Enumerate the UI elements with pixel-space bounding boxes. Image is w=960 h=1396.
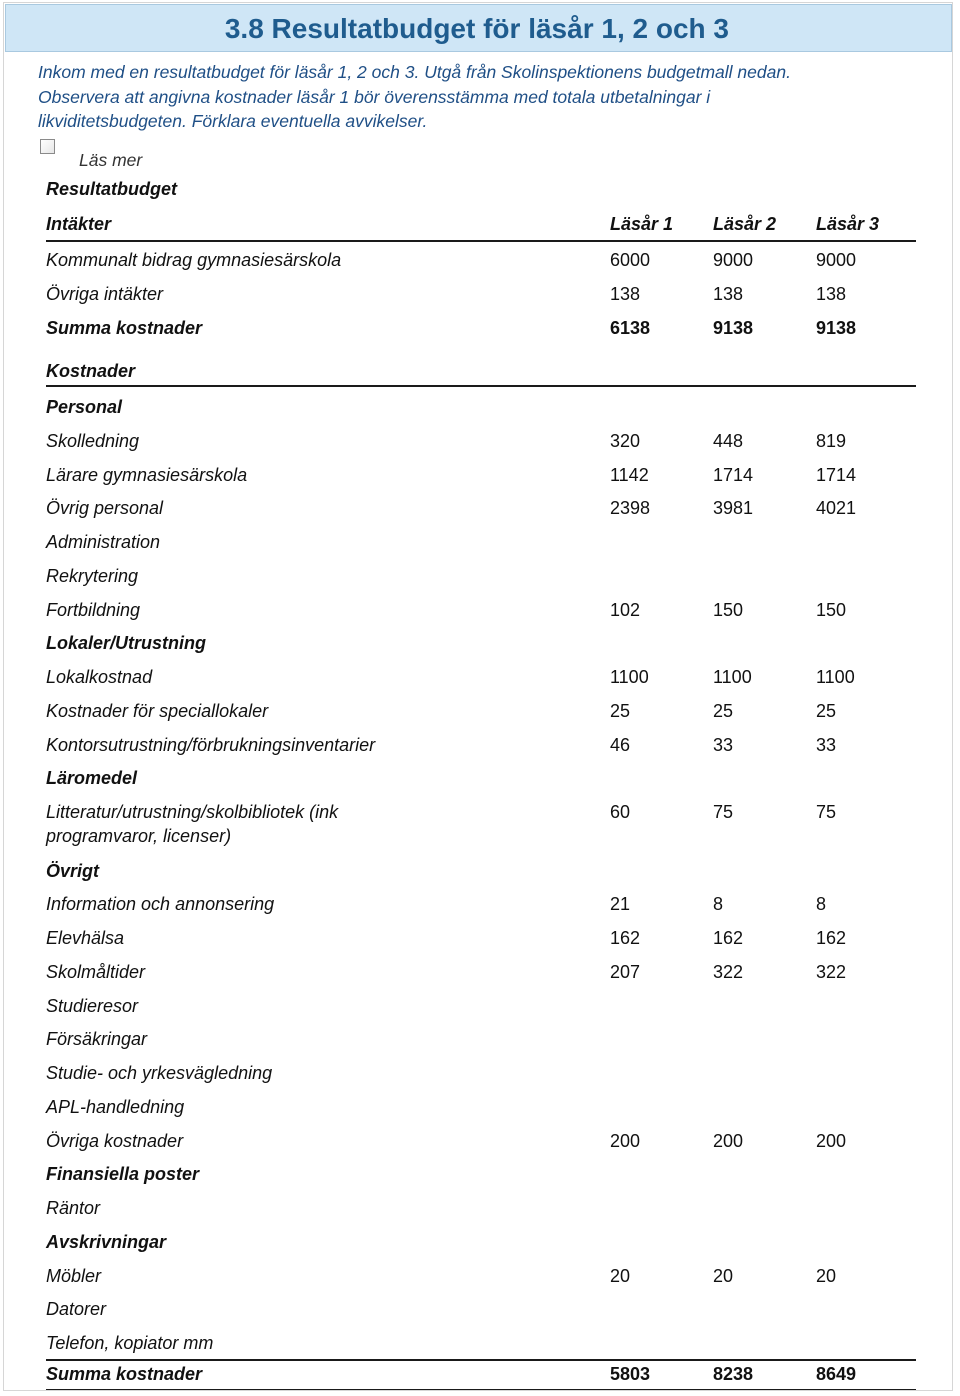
value-year-1: 1142	[610, 464, 649, 485]
read-more-checkbox[interactable]	[40, 139, 55, 154]
group-label: Personal	[46, 397, 123, 417]
row-label: Administration	[46, 532, 161, 552]
column-header-year-1: Läsår 1	[610, 214, 674, 234]
value-year-3: 4021	[816, 498, 857, 519]
cost-row	[0, 665, 960, 699]
value-year-2: 1714	[713, 464, 754, 485]
income-header-rule	[46, 240, 916, 242]
value-year-2: 1100	[713, 667, 752, 687]
group-label: Lokaler/Utrustning	[46, 633, 207, 654]
cost-row	[0, 1297, 960, 1331]
value-year-1: 6138	[610, 318, 651, 338]
value-year-1: 207	[610, 961, 641, 982]
budget-section-title: Resultatbudget	[46, 179, 178, 199]
cost-group-row	[0, 766, 960, 800]
row-label: Försäkringar	[46, 1029, 148, 1050]
value-year-3: 75	[816, 802, 837, 822]
cost-row	[0, 1061, 960, 1095]
row-label: Övriga intäkter	[46, 284, 164, 304]
income-header-label: Intäkter	[46, 214, 112, 234]
cost-row	[0, 463, 960, 497]
row-label: Telefon, kopiator mm	[46, 1333, 214, 1353]
value-year-2: 138	[713, 284, 744, 304]
row-label: Information och annonsering	[46, 894, 275, 915]
value-year-2: 150	[713, 599, 744, 620]
row-label: Studie- och yrkesvägledning	[46, 1063, 273, 1083]
costs-double-underline	[46, 1389, 916, 1390]
row-label: Lärare gymnasiesärskola	[46, 464, 248, 485]
value-year-3: 150	[816, 599, 847, 620]
group-label: Läromedel	[46, 768, 138, 789]
income-row	[0, 282, 960, 316]
row-label: Elevhälsa	[46, 928, 125, 948]
value-year-3: 9138	[816, 318, 857, 338]
row-label: Datorer	[46, 1299, 107, 1320]
row-label: Räntor	[46, 1198, 101, 1218]
value-year-3: 8	[816, 894, 827, 915]
intro-line: Inkom med en resultatbudget för läsår 1, 2 och 3. Utgå från Skolinspektionens budgetmall nedan.	[38, 62, 791, 82]
value-year-2: 3981	[713, 498, 754, 519]
value-year-1: 21	[610, 894, 631, 915]
value-year-2: 200	[713, 1130, 744, 1151]
value-year-3: 9000	[816, 250, 857, 270]
cost-row	[0, 994, 960, 1028]
cost-group-row	[0, 859, 960, 893]
cost-row	[0, 926, 960, 960]
cost-group-row	[0, 1230, 960, 1264]
page-title: 3.8 Resultatbudget för läsår 1, 2 och 3	[224, 13, 729, 44]
cost-row	[0, 1027, 960, 1061]
row-label: Övrig personal	[46, 498, 164, 519]
value-year-3: 33	[816, 734, 837, 755]
section-header-bar	[5, 4, 952, 52]
value-year-3: 25	[816, 700, 837, 721]
value-year-3: 162	[816, 928, 847, 948]
row-label: Studieresor	[46, 995, 139, 1016]
value-year-3: 138	[816, 284, 847, 304]
value-year-3: 1100	[816, 667, 855, 687]
cost-group-row	[0, 1162, 960, 1196]
value-year-1: 5803	[610, 1364, 651, 1384]
cost-row	[0, 699, 960, 733]
cost-group-row	[0, 631, 960, 665]
row-label: Summa kostnader	[46, 1364, 203, 1384]
cost-row	[0, 960, 960, 994]
group-label: Avskrivningar	[46, 1231, 167, 1252]
read-more-link[interactable]: Läs mer	[79, 150, 143, 170]
costs-header-label: Kostnader	[46, 361, 136, 381]
value-year-1: 2398	[610, 498, 651, 519]
value-year-2: 322	[713, 961, 744, 982]
row-label: Summa kostnader	[46, 318, 203, 338]
cost-row	[0, 1264, 960, 1298]
value-year-2: 25	[713, 700, 734, 721]
value-year-2: 448	[713, 430, 744, 451]
row-label: Litteratur/utrustning/skolbibliotek (ink programvaror, licenser)	[46, 802, 339, 846]
value-year-2: 33	[713, 734, 734, 755]
cost-row	[0, 1095, 960, 1129]
value-year-2: 75	[713, 802, 734, 822]
value-year-1: 25	[610, 700, 631, 721]
value-year-2: 8	[713, 894, 724, 915]
costs-total-rule	[46, 1359, 916, 1361]
cost-row	[0, 598, 960, 632]
income-total-row	[0, 316, 960, 350]
value-year-2: 9000	[713, 250, 754, 270]
row-label: Kontorsutrustning/förbrukningsinventarier	[46, 734, 376, 755]
value-year-1: 20	[610, 1265, 631, 1286]
value-year-1: 6000	[610, 250, 651, 270]
row-label: Skolmåltider	[46, 961, 146, 982]
cost-row	[0, 564, 960, 598]
value-year-3: 1714	[816, 464, 857, 485]
cost-group-row	[0, 395, 960, 429]
value-year-1: 102	[610, 599, 641, 620]
costs-header-row	[0, 359, 960, 393]
cost-row	[0, 530, 960, 564]
group-label: Finansiella poster	[46, 1164, 200, 1185]
value-year-3: 20	[816, 1265, 837, 1286]
intro-line: Observera att angivna kostnader läsår 1 bör överensstämma med totala utbetalningar i	[38, 86, 711, 107]
intro-text	[38, 60, 908, 134]
cost-row	[0, 429, 960, 463]
value-year-3: 322	[816, 961, 847, 982]
value-year-1: 1100	[610, 667, 649, 687]
cost-row	[0, 1196, 960, 1230]
row-label: Övriga kostnader	[46, 1130, 184, 1151]
value-year-3: 8649	[816, 1364, 857, 1384]
cost-row	[0, 1129, 960, 1163]
row-label: Kostnader för speciallokaler	[46, 700, 269, 721]
value-year-2: 162	[713, 928, 744, 948]
group-label: Övrigt	[46, 860, 100, 881]
value-year-2: 9138	[713, 318, 754, 338]
value-year-1: 138	[610, 284, 641, 304]
row-label: Skolledning	[46, 430, 140, 451]
income-row	[0, 248, 960, 282]
costs-header-rule	[46, 385, 916, 387]
row-label: Möbler	[46, 1265, 102, 1286]
row-label: Fortbildning	[46, 599, 141, 620]
costs-total-row	[0, 1362, 960, 1396]
cost-row	[0, 892, 960, 926]
cost-row	[0, 496, 960, 530]
column-header-year-2: Läsår 2	[713, 214, 777, 234]
cost-row	[0, 800, 960, 846]
value-year-1: 162	[610, 928, 641, 948]
value-year-2: 20	[713, 1265, 734, 1286]
intro-line: likviditetsbudgeten. Förklara eventuella avvikelser.	[38, 111, 428, 131]
value-year-3: 200	[816, 1130, 847, 1151]
row-label: Kommunalt bidrag gymnasiesärskola	[46, 250, 342, 270]
value-year-1: 46	[610, 734, 631, 755]
value-year-1: 60	[610, 802, 631, 822]
column-header-year-3: Läsår 3	[816, 214, 880, 234]
row-label: APL-handledning	[46, 1096, 185, 1117]
row-label: Lokalkostnad	[46, 667, 153, 687]
cost-row	[0, 733, 960, 767]
value-year-2: 8238	[713, 1364, 754, 1384]
value-year-3: 819	[816, 430, 847, 451]
row-label: Rekrytering	[46, 565, 139, 586]
value-year-1: 200	[610, 1130, 641, 1151]
value-year-1: 320	[610, 430, 641, 451]
